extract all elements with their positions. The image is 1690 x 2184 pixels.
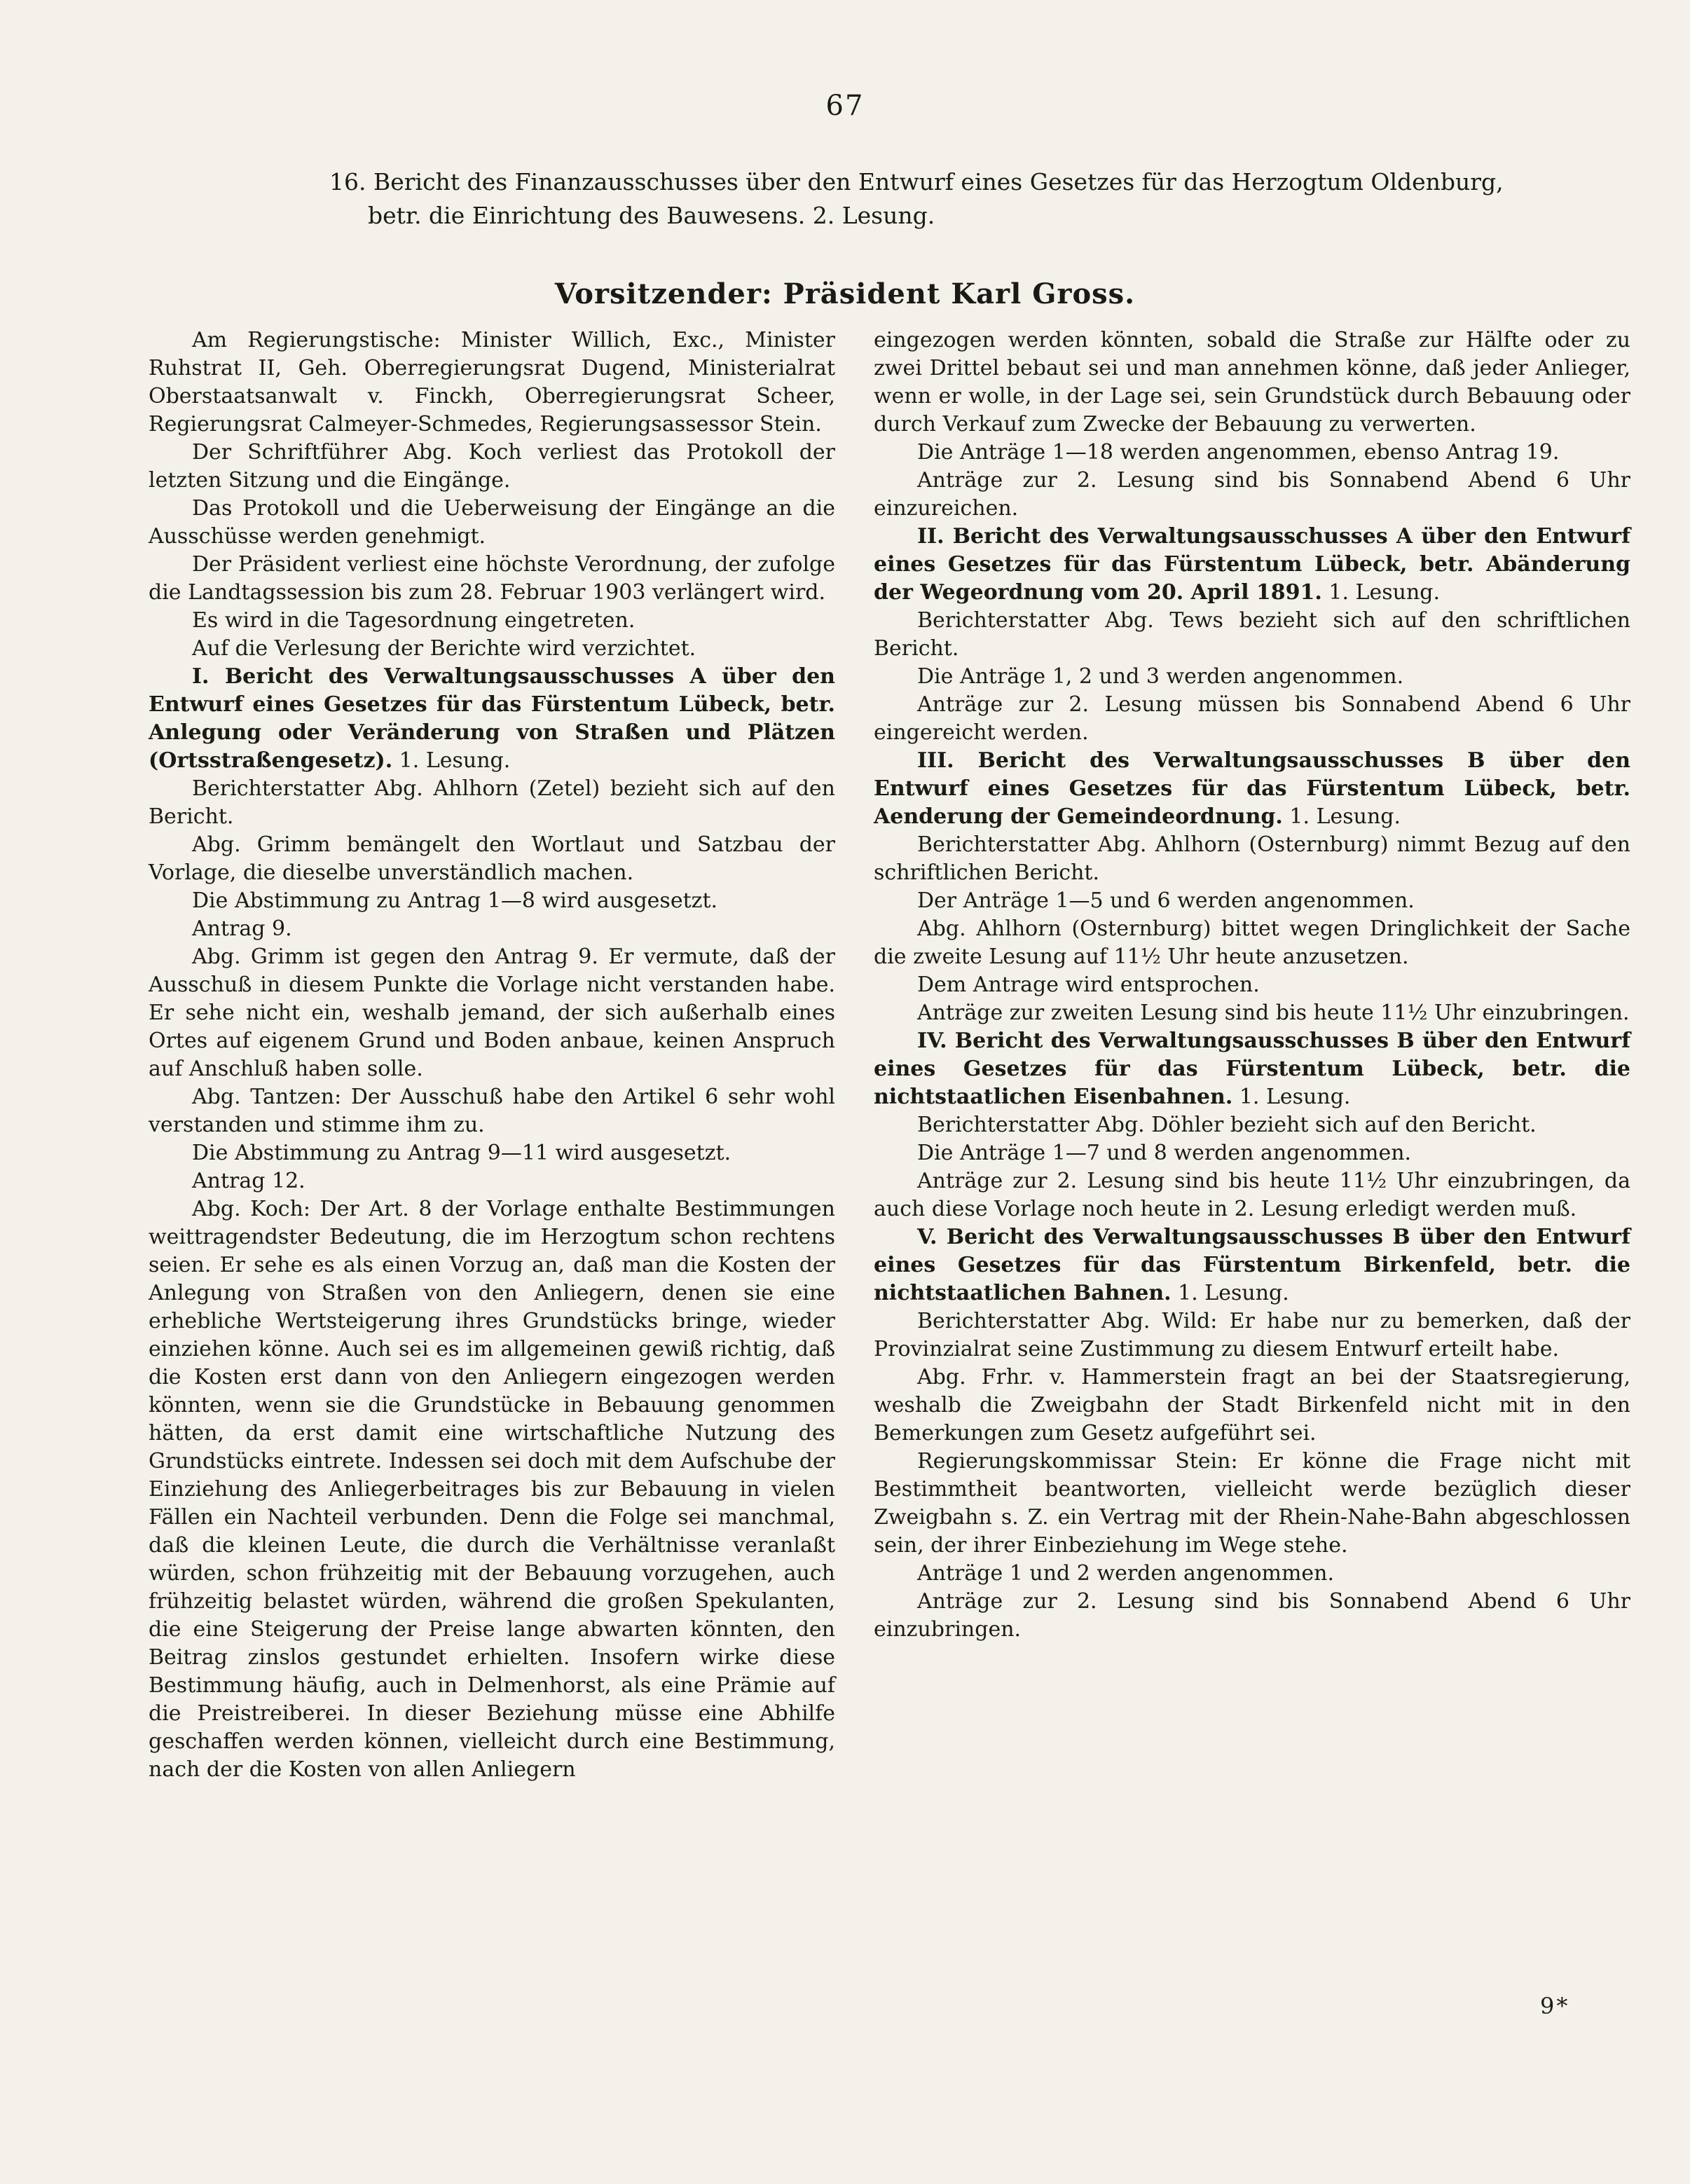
agenda-item-16 xyxy=(147,165,1520,233)
section-title: V. Bericht des Verwaltungsausschusses B über den Entwurf eines Gesetzes für das Fürstentum Birkenfeld, betr. die nichtstaatlichen Bahnen. xyxy=(874,1225,1630,1305)
section-reading: 1. Lesung. xyxy=(1282,804,1401,829)
section-reading: 1. Lesung. xyxy=(1232,1085,1351,1109)
paragraph: Die Anträge 1—7 und 8 werden angenommen. xyxy=(917,1141,1412,1165)
paragraph: Anträge 1 und 2 werden angenommen. xyxy=(917,1561,1335,1586)
paragraph: Berichterstatter Abg. Ahlhorn (Osternburg) nimmt Bezug auf den schriftlichen Bericht. xyxy=(874,832,1630,885)
paragraph: Berichterstatter Abg. Ahlhorn (Zetel) bezieht sich auf den Bericht. xyxy=(149,776,835,829)
paragraph: Abg. Frhr. v. Hammerstein fragt an bei der Staatsregierung, weshalb die Zweigbahn der Stadt Birkenfeld nicht mit in den Bemerkungen zum Gesetz aufgeführt sei. xyxy=(874,1365,1630,1445)
section-heading-I xyxy=(149,663,835,775)
section-heading-IV xyxy=(874,1027,1630,1111)
paragraph: Abg. Ahlhorn (Osternburg) bittet wegen Dringlichkeit der Sache die zweite Lesung auf 11½ Uhr heute anzusetzen. xyxy=(874,916,1630,969)
paragraph: Berichterstatter Abg. Wild: Er habe nur zu bemerken, daß der Provinzialrat seine Zustimmung zu diesem Entwurf erteilt habe. xyxy=(874,1309,1630,1361)
paragraph: Anträge zur 2. Lesung sind bis Sonnabend Abend 6 Uhr einzubringen. xyxy=(874,1589,1630,1642)
section-reading: 1. Lesung. xyxy=(1321,580,1441,605)
paragraph: Die Abstimmung zu Antrag 1—8 wird ausgesetzt. xyxy=(192,888,718,913)
section-reading: 1. Lesung. xyxy=(1171,1281,1289,1305)
paragraph: Abg. Tantzen: Der Ausschuß habe den Artikel 6 sehr wohl verstanden und stimme ihm zu. xyxy=(149,1085,835,1137)
paragraph: Der Präsident verliest eine höchste Verordnung, der zufolge die Landtagssession bis zum 28. Februar 1903 verlängert wird. xyxy=(149,552,835,605)
page-number: 67 xyxy=(825,90,865,122)
paragraph: Anträge zur 2. Lesung müssen bis Sonnabend Abend 6 Uhr eingereicht werden. xyxy=(874,692,1630,745)
paragraph: Die Abstimmung zu Antrag 9—11 wird ausgesetzt. xyxy=(192,1141,731,1165)
paragraph: Dem Antrage wird entsprochen. xyxy=(917,973,1260,997)
paragraph: Berichterstatter Abg. Tews bezieht sich auf den schriftlichen Bericht. xyxy=(874,608,1630,661)
paragraph: Anträge zur zweiten Lesung sind bis heute 11½ Uhr einzubringen. xyxy=(917,1001,1630,1025)
paragraph: Berichterstatter Abg. Döhler bezieht sich auf den Bericht. xyxy=(917,1113,1537,1137)
paragraph: Der Schriftführer Abg. Koch verliest das Protokoll der letzten Sitzung und die Eingänge. xyxy=(149,440,835,493)
paragraph: Die Anträge 1, 2 und 3 werden angenommen. xyxy=(917,664,1404,689)
paragraph: Auf die Verlesung der Berichte wird verzichtet. xyxy=(192,636,696,661)
paragraph: Am Regierungstische: Minister Willich, Exc., Minister Ruhstrat II, Geh. Oberregierungsrat Dugend, Ministerialrat Oberstaatsanwalt v. Finckh, Oberregierungsrat Scheer, Regierungsrat Calmeyer-Schmedes, Regierungsassessor Stein. xyxy=(149,328,835,437)
paragraph: Das Protokoll und die Ueberweisung der Eingänge an die Ausschüsse werden genehmigt. xyxy=(149,496,835,549)
paragraph: Es wird in die Tagesordnung eingetreten. xyxy=(192,608,636,633)
paragraph: Anträge zur 2. Lesung sind bis Sonnabend Abend 6 Uhr einzureichen. xyxy=(874,468,1630,521)
paragraph: Abg. Grimm bemängelt den Wortlaut und Satzbau der Vorlage, die dieselbe unverständlich machen. xyxy=(149,832,835,885)
section-title: I. Bericht des Verwaltungsausschusses A über den Entwurf eines Gesetzes für das Fürstentum Lübeck, betr. Anlegung oder Veränderung von Straßen und Plätzen (Ortsstraßengesetz). xyxy=(149,664,835,773)
paragraph: Regierungskommissar Stein: Er könne die Frage nicht mit Bestimmtheit beantworten, vielleicht werde bezüglich dieser Zweigbahn s. Z. ein Vertrag mit der Rhein-Nahe-Bahn abgeschlossen sein, der ihrer Einbeziehung im Wege stehe. xyxy=(874,1449,1630,1558)
left-column xyxy=(149,327,835,1784)
paragraph: Der Anträge 1—5 und 6 werden angenommen. xyxy=(917,888,1415,913)
section-heading-III xyxy=(874,747,1630,831)
paragraph: Die Anträge 1—18 werden angenommen, ebenso Antrag 19. xyxy=(917,440,1560,465)
section-title: IV. Bericht des Verwaltungsausschusses B über den Entwurf eines Gesetzes für das Fürstentum Lübeck, betr. die nichtstaatlichen Eisenbahnen. xyxy=(874,1029,1630,1109)
section-reading: 1. Lesung. xyxy=(392,748,511,773)
paragraph: Antrag 12. xyxy=(192,1169,305,1193)
paragraph: eingezogen werden könnten, sobald die Straße zur Hälfte oder zu zwei Drittel bebaut sei und man annehmen könne, daß jeder Anlieger, wenn er wolle, in der Lage sei, sein Grundstück durch Bebauung oder durch Verkauf zum Zwecke der Bebauung zu verwerten. xyxy=(874,328,1630,437)
paragraph: Antrag 9. xyxy=(192,916,292,941)
agenda-item-line-1: 16. Bericht des Finanzausschusses über den Entwurf eines Gesetzes für das Herzogtum Oldenburg, xyxy=(329,168,1504,195)
right-column xyxy=(874,327,1630,1644)
paragraph: Abg. Grimm ist gegen den Antrag 9. Er vermute, daß der Ausschuß in diesem Punkte die Vorlage nicht verstanden habe. Er sehe nicht ein, weshalb jemand, der sich außerhalb eines Ortes auf eigenem Grund und Boden anbaue, keinen Anspruch auf Anschluß haben solle. xyxy=(149,945,835,1081)
section-title: II. Bericht des Verwaltungsausschusses A über den Entwurf eines Gesetzes für das Fürstentum Lübeck, betr. Abänderung der Wegeordnung vom 20. April 1891. xyxy=(874,524,1630,605)
paragraph: Abg. Koch: Der Art. 8 der Vorlage enthalte Bestimmungen weittragendster Bedeutung, die im Herzogtum schon rechtens seien. Er sehe es als einen Vorzug an, daß man die Kosten der Anlegung von Straßen von den Anliegern, denen sie eine erhebliche Wertsteigerung ihres Grundstücks bringe, wieder einziehen könne. Auch sei es im allgemeinen gewiß richtig, daß die Kosten erst dann von den Anliegern eingezogen werden könnten, wenn sie die Grundstücke in Bebauung genommen hätten, da erst damit eine wirtschaftliche Nutzung des Grundstücks eintrete. Indessen sei doch mit dem Aufschube der Einziehung des Anliegerbeitrages bis zur Bebauung in vielen Fällen ein Nachteil verbunden. Denn die Folge sei manchmal, daß die kleinen Leute, die durch die Verhältnisse veranlaßt würden, schon frühzeitig mit der Bebauung vorzugehen, auch frühzeitig belastet würden, während die großen Spekulanten, die eine Steigerung der Preise lange abwarten könnten, den Beitrag zinslos gestundet erhielten. Insofern wirke diese Bestimmung häufig, auch in Delmenhorst, als eine Prämie auf die Preistreiberei. In dieser Beziehung müsse eine Abhilfe geschaffen werden können, vielleicht durch eine Bestimmung, nach der die Kosten von allen Anliegern xyxy=(149,1197,835,1782)
signature-mark: 9* xyxy=(1540,1993,1570,2019)
section-heading-V xyxy=(874,1223,1630,1307)
chair-heading: Vorsitzender: Präsident Karl Gross. xyxy=(554,277,1136,310)
agenda-item-line-2: betr. die Einrichtung des Bauwesens. 2. Lesung. xyxy=(368,202,935,229)
paragraph: Anträge zur 2. Lesung sind bis heute 11½ Uhr einzubringen, da auch diese Vorlage noch heute in 2. Lesung erledigt werden muß. xyxy=(874,1169,1630,1221)
section-heading-II xyxy=(874,523,1630,607)
section-title: III. Bericht des Verwaltungsausschusses B über den Entwurf eines Gesetzes für das Fürstentum Lübeck, betr. Aenderung der Gemeindeordnung. xyxy=(874,748,1630,829)
